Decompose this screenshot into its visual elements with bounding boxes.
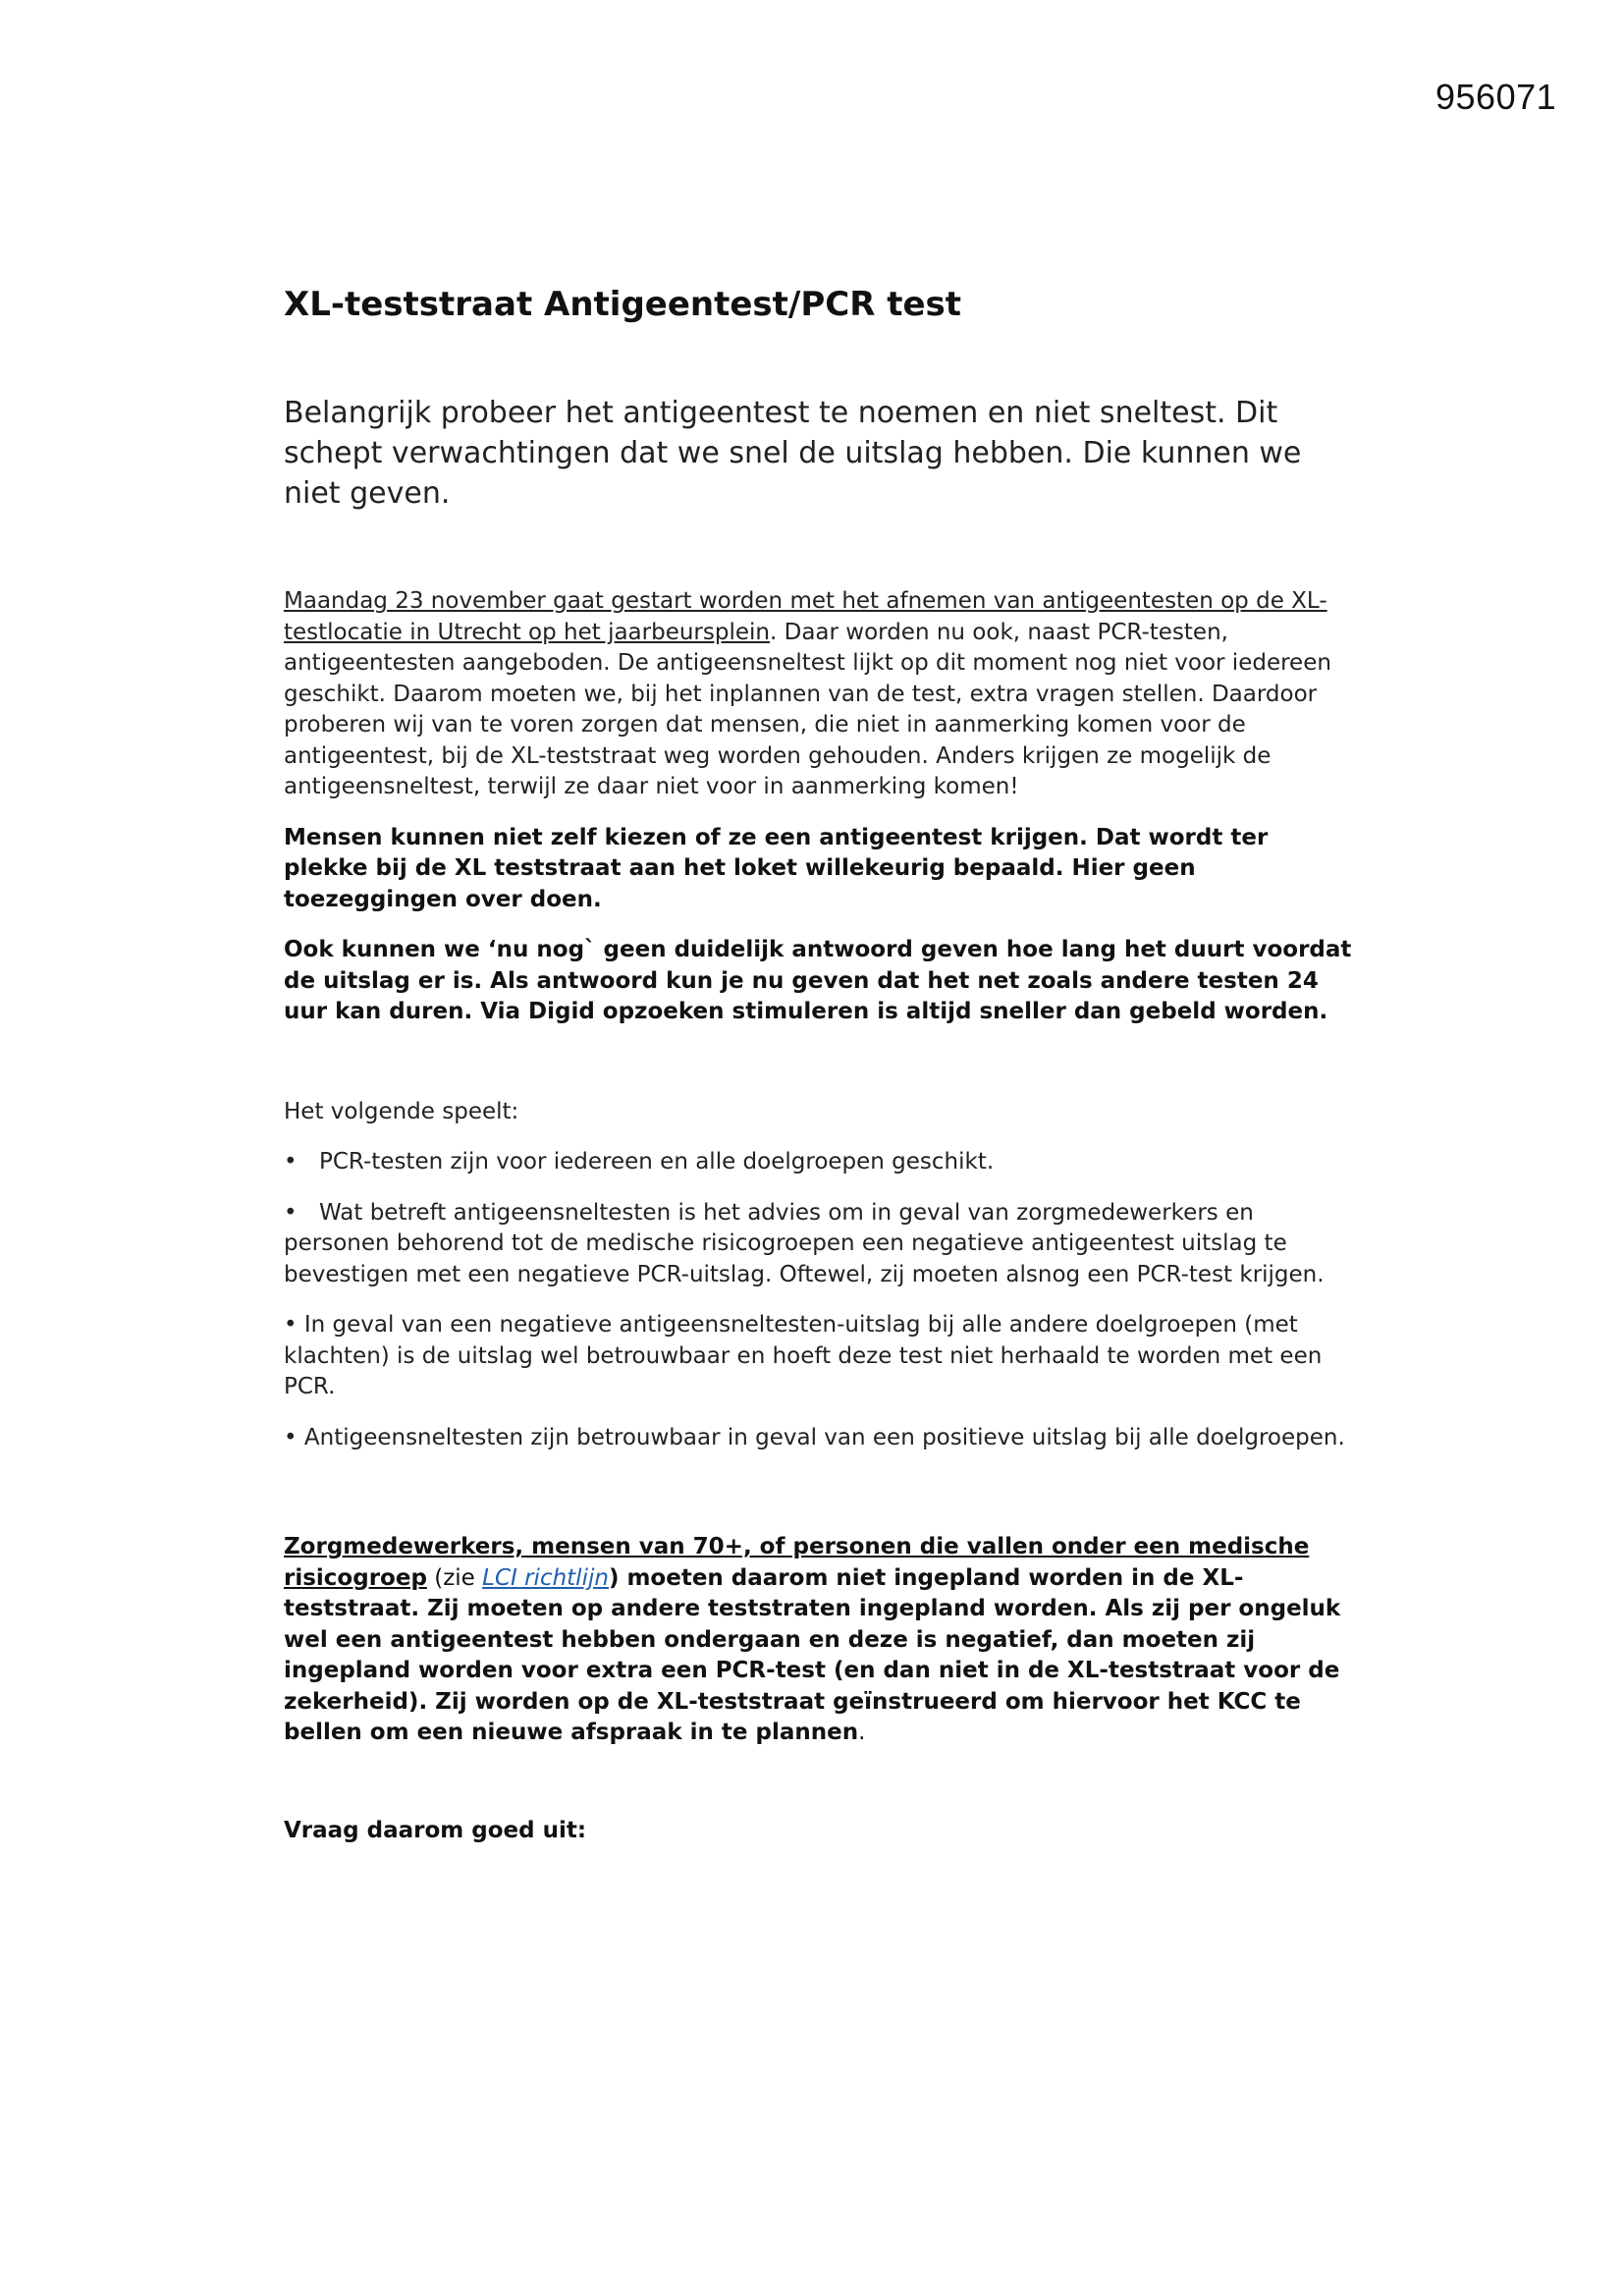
bullet-pcr-suitable <box>284 1147 1354 1178</box>
document-number: 956071 <box>1435 77 1557 117</box>
bullet-marker: • <box>284 1199 298 1226</box>
paragraph-no-choice: Mensen kunnen niet zelf kiezen of ze een antigeentest krijgen. Dat wordt ter plekke bij de XL teststraat aan het loket willekeurig bepaald. Hier geen toezeggingen over doen. <box>284 824 1269 912</box>
paragraph-antigen-start <box>284 586 1354 803</box>
paragraph-antigen-start-rest: . Daar worden nu ook, naast PCR-testen, antigeentesten aangeboden. De antigeensneltest lijkt op dit moment nog niet voor iedereen geschikt. Daarom moeten we, bij het inplannen van de test, extra vragen stellen. Daardoor proberen wij van te voren zorgen dat mensen, die niet in aanmerking komen voor de antigeentest, bij de XL-teststraat weg worden gehouden. Anders krijgen ze mogelijk de antigeensneltest, terwijl ze daar niet voor in aanmerking komen! <box>284 619 1331 799</box>
bullet-pcr-suitable-text: PCR-testen zijn voor iedereen en alle doelgroepen geschikt. <box>319 1149 995 1175</box>
bullet-positive-result: • Antigeensneltesten zijn betrouwbaar in geval van een positieve uitslag bij alle doelgroepen. <box>284 1424 1345 1450</box>
lci-richtlijn-link[interactable]: LCI richtlijn <box>482 1564 609 1591</box>
closing-line: Vraag daarom goed uit: <box>284 1817 587 1843</box>
bullet-marker: • <box>284 1149 298 1175</box>
bullet-care-workers-text: Wat betreft antigeensneltesten is het advies om in geval van zorgmedewerkers en personen behorend tot de medische risicogroepen een negatieve antigeentest uitslag te bevestigen met een negatieve PCR-uitslag. Oftewel, zij moeten alsnog een PCR-test krijgen. <box>284 1199 1325 1287</box>
risk-groups-underlined: Zorgmedewerkers, mensen van 70+, of personen die vallen onder een medische risicogroep <box>284 1534 1310 1591</box>
intro-paragraph: Belangrijk probeer het antigeentest te noemen en niet sneltest. Dit schept verwachtingen dat we snel de uitslag hebben. Die kunnen we niet geven. <box>284 396 1302 511</box>
paragraph-result-duration: Ook kunnen we ‘nu nog` geen duidelijk antwoord geven hoe lang het duurt voordat de uitslag er is. Als antwoord kun je nu geven dat het net zoals andere testen 24 uur kan duren. Via Digid opzoeken stimuleren is altijd sneller dan gebeld worden. <box>284 937 1352 1024</box>
risk-groups-rest: moeten daarom niet ingepland worden in de XL-teststraat. Zij moeten op andere teststraten ingepland worden. Als zij per ongeluk wel een antigeentest hebben ondergaan en deze is negatief, dan moeten zij ingepland worden voor extra een PCR-test (en dan niet in de XL-teststraat voor de zekerheid). Zij worden op de XL-teststraat geïnstrueerd om hiervoor het KCC te bellen om een nieuwe afspraak in te plannen <box>284 1564 1341 1745</box>
list-intro: Het volgende speelt: <box>284 1098 519 1124</box>
zie-open: (zie <box>426 1564 483 1591</box>
risk-groups-period: . <box>858 1720 866 1745</box>
paragraph-risk-groups <box>284 1532 1354 1749</box>
bullet-negative-result: • In geval van een negatieve antigeensneltesten-uitslag bij alle andere doelgroepen (met klachten) is de uitslag wel betrouwbaar en hoeft deze test niet herhaald te worden met een PCR. <box>284 1312 1323 1399</box>
bullet-care-workers <box>284 1198 1354 1291</box>
paragraph-antigen-start-underlined: Maandag 23 november gaat gestart worden met het afnemen van antigeentesten op de XL-testlocatie in Utrecht op het jaarbeursplein <box>284 588 1327 645</box>
page-title: XL-teststraat Antigeentest/PCR test <box>284 285 962 324</box>
zie-close: ) <box>608 1564 620 1591</box>
document-body <box>284 283 1354 1866</box>
